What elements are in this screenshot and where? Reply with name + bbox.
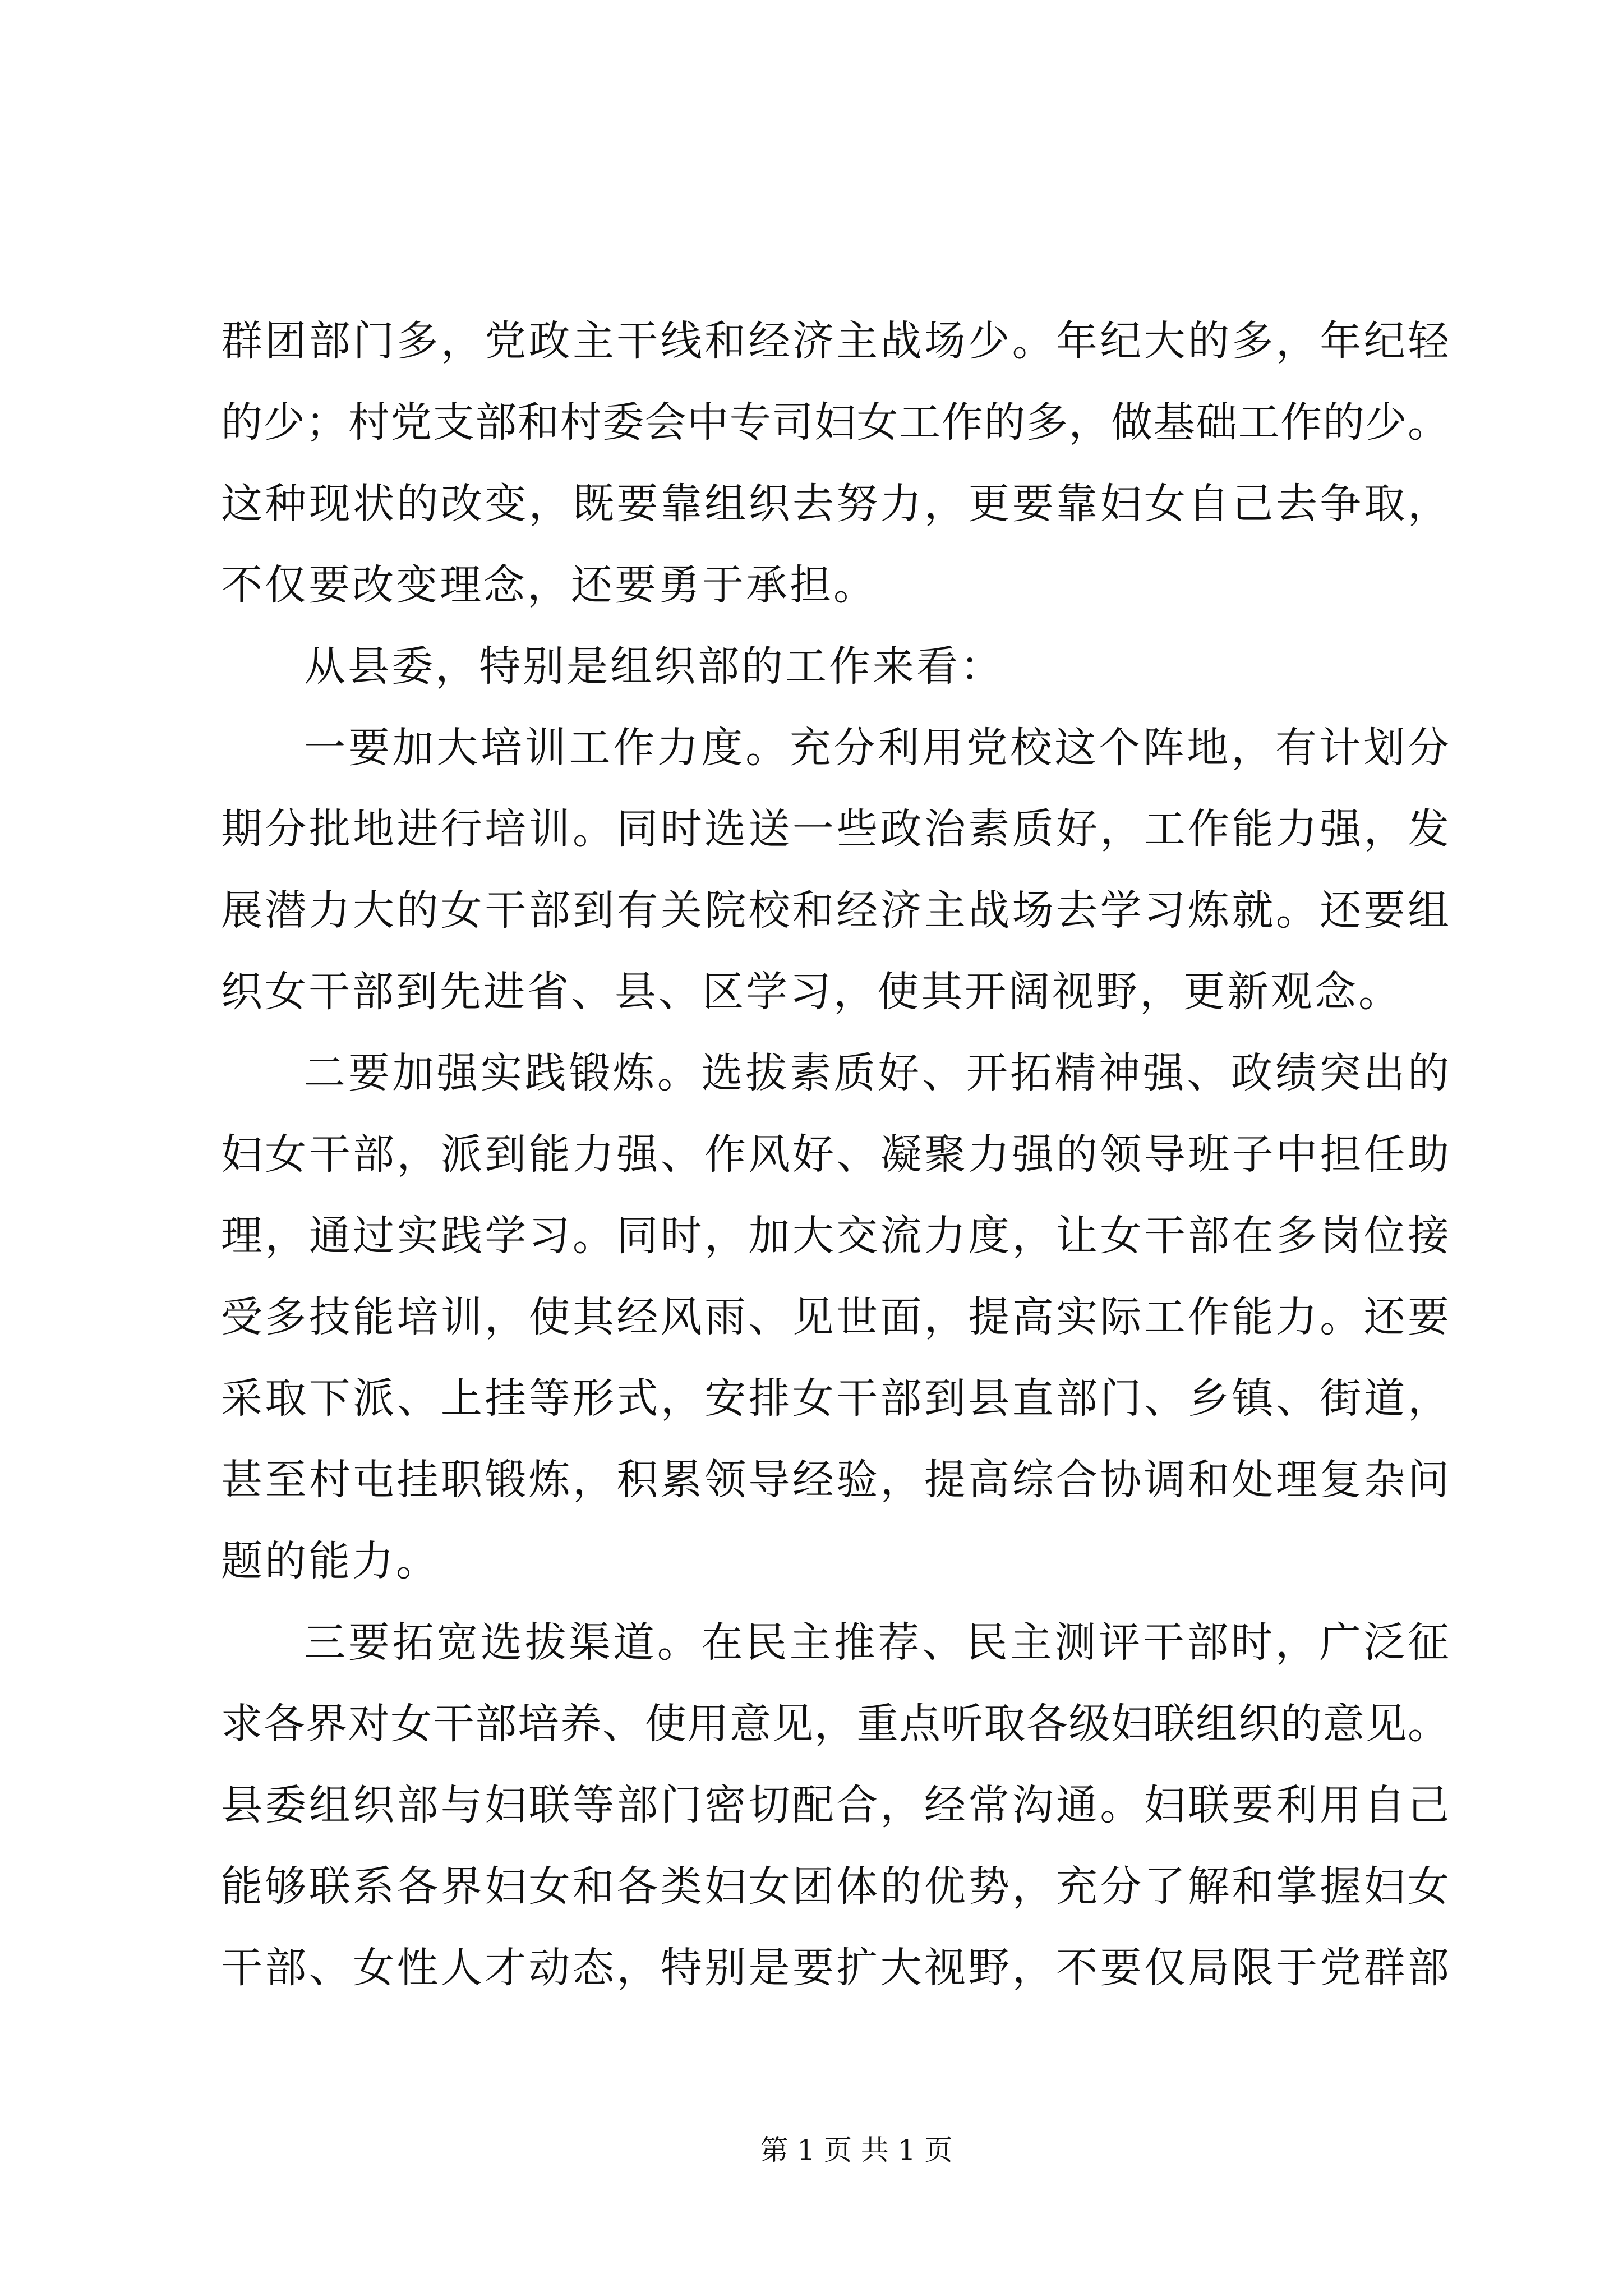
text-line: 甚至村屯挂职锻炼，积累领导经验，提高综合协调和处理复杂问 <box>221 1456 1449 1504</box>
text-line: 一要加大培训工作力度。充分利用党校这个阵地，有计划分 <box>304 724 1449 772</box>
text-line: 不仅要改变理念，还要勇于承担。 <box>221 561 877 609</box>
text-line: 理，通过实践学习。同时，加大交流力度，让女干部在多岗位接 <box>221 1212 1449 1260</box>
text-line: 县委组织部与妇联等部门密切配合，经常沟通。妇联要利用自己 <box>221 1781 1449 1829</box>
text-line: 三要拓宽选拔渠道。在民主推荐、民主测评干部时，广泛征 <box>304 1618 1449 1667</box>
page-footer: 第 1 页 共 1 页 <box>760 2134 953 2166</box>
text-line: 织女干部到先进省、县、区学习，使其开阔视野，更新观念。 <box>221 968 1402 1016</box>
paragraph <box>221 707 1449 1033</box>
text-line: 群团部门多，党政主干线和经济主战场少。年纪大的多，年纪轻 <box>221 317 1449 365</box>
document-body <box>221 301 1449 2009</box>
paragraph <box>221 1033 1449 1602</box>
text-line: 干部、女性人才动态，特别是要扩大视野，不要仅局限于党群部 <box>221 1944 1449 1992</box>
text-line: 展潜力大的女干部到有关院校和经济主战场去学习炼就。还要组 <box>221 886 1449 935</box>
text-line: 求各界对女干部培养、使用意见，重点听取各级妇联组织的意见。 <box>221 1700 1449 1748</box>
paragraph <box>221 626 1449 707</box>
text-line: 这种现状的改变，既要靠组织去努力，更要靠妇女自己去争取， <box>221 480 1449 528</box>
text-line: 受多技能培训，使其经风雨、见世面，提高实际工作能力。还要 <box>221 1293 1449 1341</box>
text-line: 二要加强实践锻炼。选拔素质好、开拓精神强、政绩突出的 <box>304 1049 1449 1097</box>
text-line: 能够联系各界妇女和各类妇女团体的优势，充分了解和掌握妇女 <box>221 1862 1449 1911</box>
text-line: 妇女干部，派到能力强、作风好、凝聚力强的领导班子中担任助 <box>221 1130 1449 1179</box>
paragraph <box>221 301 1449 626</box>
text-line: 期分批地进行培训。同时选送一些政治素质好，工作能力强，发 <box>221 805 1449 853</box>
text-line: 采取下派、上挂等形式，安排女干部到县直部门、乡镇、街道， <box>221 1374 1449 1423</box>
text-line: 的少；村党支部和村委会中专司妇女工作的多，做基础工作的少。 <box>221 398 1449 447</box>
paragraph <box>221 1602 1449 2009</box>
text-line: 从县委，特别是组织部的工作来看： <box>304 642 1004 691</box>
text-line: 题的能力。 <box>221 1537 440 1585</box>
